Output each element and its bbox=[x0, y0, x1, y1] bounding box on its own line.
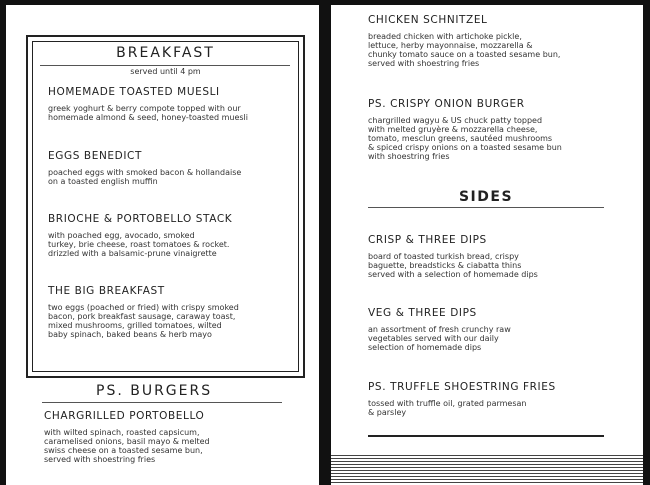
item-description: with wilted spinach, roasted capsicum, caramelised onions, basil mayo & melted swiss cheese on a toasted sesame bun, served with shoestring fries bbox=[44, 428, 210, 464]
item-name: CRISP & THREE DIPS bbox=[368, 234, 487, 246]
item-name: PS. CRISPY ONION BURGER bbox=[368, 98, 525, 110]
item-description: an assortment of fresh crunchy raw vegetables served with our daily selection of homemade dips bbox=[368, 325, 511, 352]
item-description: greek yoghurt & berry compote topped with our homemade almond & seed, honey-toasted muesli bbox=[48, 104, 248, 122]
breakfast-subtitle: served until 4 pm bbox=[130, 67, 201, 76]
breakfast-rule bbox=[40, 65, 290, 66]
footer-rule bbox=[368, 435, 604, 437]
item-description: breaded chicken with artichoke pickle, lettuce, herby mayonnaise, mozzarella & chunky tomato sauce on a toasted sesame bun, served with shoestring fries bbox=[368, 32, 561, 68]
menu-item bbox=[368, 307, 511, 352]
item-name: PS. TRUFFLE SHOESTRING FRIES bbox=[368, 381, 556, 393]
item-name: BRIOCHE & PORTOBELLO STACK bbox=[48, 213, 233, 225]
menu-item bbox=[368, 381, 556, 417]
burgers-title: PS. BURGERS bbox=[96, 383, 213, 399]
item-description: poached eggs with smoked bacon & hollandaise on a toasted english muffin bbox=[48, 168, 242, 186]
item-name: EGGS BENEDICT bbox=[48, 150, 142, 162]
sides-title: SIDES bbox=[458, 189, 514, 205]
breakfast-title: BREAKFAST bbox=[116, 45, 215, 61]
menu-page-right bbox=[331, 5, 643, 485]
decorative-stripes bbox=[331, 453, 643, 485]
sides-rule bbox=[368, 207, 604, 208]
menu-item bbox=[368, 234, 538, 279]
burgers-rule bbox=[42, 402, 282, 403]
item-name: CHARGRILLED PORTOBELLO bbox=[44, 410, 205, 422]
item-description: chargrilled wagyu & US chuck patty topped with melted gruyère & mozzarella cheese, tomato, mesclun greens, sautéed mushrooms & spiced crispy onions on a toasted sesame bun with shoestring fries bbox=[368, 116, 562, 161]
item-name: CHICKEN SCHNITZEL bbox=[368, 14, 488, 26]
menu-item bbox=[44, 410, 210, 464]
menu-item bbox=[48, 86, 248, 122]
item-description: with poached egg, avocado, smoked turkey, brie cheese, roast tomatoes & rocket. drizzled with a balsamic-prune vinaigrette bbox=[48, 231, 230, 258]
item-name: THE BIG BREAKFAST bbox=[48, 285, 165, 297]
menu-item bbox=[48, 213, 232, 258]
menu-item bbox=[48, 285, 239, 339]
menu-item bbox=[368, 98, 562, 161]
menu-item bbox=[48, 150, 241, 186]
item-name: VEG & THREE DIPS bbox=[368, 307, 477, 319]
item-name: HOMEMADE TOASTED MUESLI bbox=[48, 86, 220, 98]
menu-item bbox=[368, 14, 560, 68]
menu-page-left bbox=[6, 5, 319, 485]
item-description: two eggs (poached or fried) with crispy smoked bacon, pork breakfast sausage, caraway toast, mixed mushrooms, grilled tomatoes, wilted baby spinach, baked beans & herb mayo bbox=[48, 303, 239, 339]
item-description: tossed with truffle oil, grated parmesan & parsley bbox=[368, 399, 527, 417]
item-description: board of toasted turkish bread, crispy baguette, breadsticks & ciabatta thins served with a selection of homemade dips bbox=[368, 252, 538, 279]
